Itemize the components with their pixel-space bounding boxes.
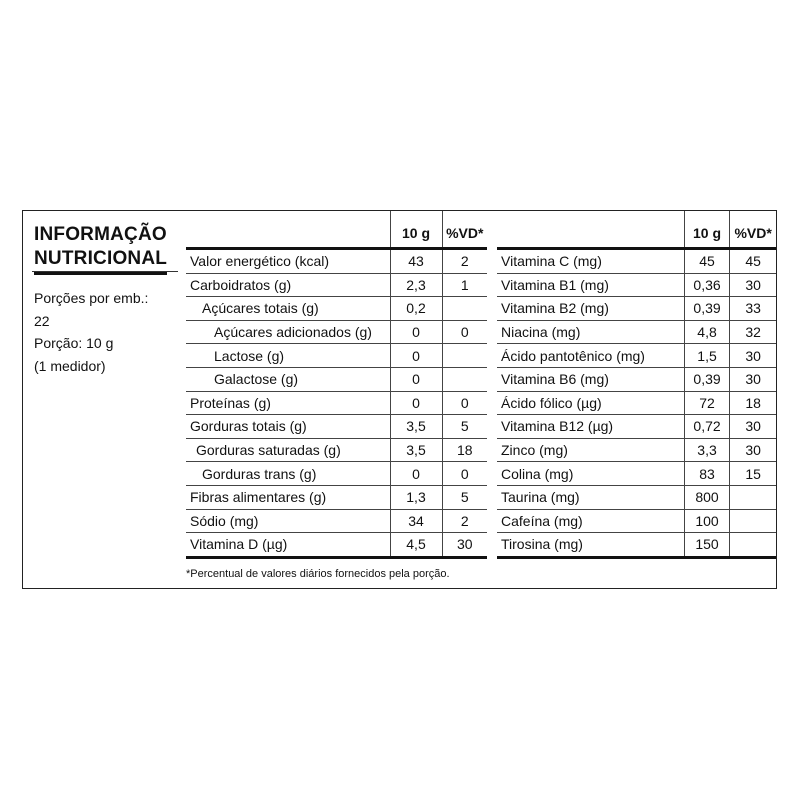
- row-label: Vitamina C (mg): [497, 249, 684, 274]
- row-label: Valor energético (kcal): [186, 249, 390, 274]
- title-line-2: NUTRICIONAL: [34, 247, 167, 275]
- table-row: [186, 344, 487, 368]
- table-row: [186, 438, 487, 462]
- serving-measure: (1 medidor): [34, 357, 106, 374]
- row-amount: 34: [390, 509, 442, 533]
- row-amount: 4,5: [390, 533, 442, 558]
- nutrition-title: [34, 223, 167, 275]
- row-label: Proteínas (g): [186, 391, 390, 415]
- table-header-row: [497, 211, 776, 249]
- row-dv: 2: [442, 509, 487, 533]
- row-label: Vitamina D (µg): [186, 533, 390, 558]
- row-dv: 0: [442, 462, 487, 486]
- row-dv: 0: [442, 320, 487, 344]
- row-label: Açúcares adicionados (g): [186, 320, 390, 344]
- row-amount: 0,72: [684, 415, 730, 439]
- table-row: [497, 462, 776, 486]
- row-label: Vitamina B12 (µg): [497, 415, 684, 439]
- row-amount: 3,5: [390, 438, 442, 462]
- row-dv: 30: [730, 367, 776, 391]
- row-label: Fibras alimentares (g): [186, 485, 390, 509]
- row-amount: 0: [390, 320, 442, 344]
- row-dv: 30: [730, 273, 776, 297]
- header-dv: %VD*: [442, 211, 487, 249]
- serving-info: [34, 287, 148, 377]
- row-dv: 30: [730, 415, 776, 439]
- row-amount: 0: [390, 391, 442, 415]
- serving-size: Porção: 10 g: [34, 335, 114, 351]
- row-amount: 0: [390, 462, 442, 486]
- row-amount: 43: [390, 249, 442, 274]
- row-label: Niacina (mg): [497, 320, 684, 344]
- table-header-row: [186, 211, 487, 249]
- row-label: Ácido fólico (µg): [497, 391, 684, 415]
- row-amount: 0: [390, 344, 442, 368]
- table-row: [186, 249, 487, 274]
- row-amount: 45: [684, 249, 730, 274]
- row-dv: 18: [730, 391, 776, 415]
- row-amount: 3,3: [684, 438, 730, 462]
- table-row: [497, 391, 776, 415]
- row-dv: [442, 344, 487, 368]
- row-label: Zinco (mg): [497, 438, 684, 462]
- row-amount: 83: [684, 462, 730, 486]
- row-label: Colina (mg): [497, 462, 684, 486]
- row-amount: 3,5: [390, 415, 442, 439]
- row-amount: 0,39: [684, 297, 730, 321]
- footnote: *Percentual de valores diários fornecidos pela porção.: [186, 568, 450, 580]
- table-row: [497, 367, 776, 391]
- row-amount: 1,3: [390, 485, 442, 509]
- header-blank: [186, 211, 390, 249]
- row-label: Gorduras trans (g): [186, 462, 390, 486]
- row-dv: 18: [442, 438, 487, 462]
- row-amount: 72: [684, 391, 730, 415]
- table-row: [497, 485, 776, 509]
- row-amount: 0,39: [684, 367, 730, 391]
- nutrition-facts-panel: [22, 210, 777, 589]
- table-row: [186, 297, 487, 321]
- row-label: Ácido pantotênico (mg): [497, 344, 684, 368]
- row-amount: 1,5: [684, 344, 730, 368]
- row-label: Açúcares totais (g): [186, 297, 390, 321]
- row-label: Vitamina B1 (mg): [497, 273, 684, 297]
- row-dv: 5: [442, 485, 487, 509]
- table-row: [497, 533, 776, 558]
- table-row: [186, 367, 487, 391]
- header-blank: [497, 211, 684, 249]
- row-dv: 30: [730, 438, 776, 462]
- row-label: Cafeína (mg): [497, 509, 684, 533]
- row-amount: 4,8: [684, 320, 730, 344]
- table-row: [186, 462, 487, 486]
- table-row: [497, 344, 776, 368]
- row-dv: 30: [730, 344, 776, 368]
- header-dv: %VD*: [730, 211, 776, 249]
- title-divider: [32, 271, 178, 272]
- row-amount: 0,36: [684, 273, 730, 297]
- header-amount: 10 g: [390, 211, 442, 249]
- row-dv: [730, 533, 776, 558]
- table-row: [186, 273, 487, 297]
- row-dv: [730, 509, 776, 533]
- row-dv: 32: [730, 320, 776, 344]
- table-row: [497, 509, 776, 533]
- row-dv: 33: [730, 297, 776, 321]
- table-row: [497, 297, 776, 321]
- row-label: Galactose (g): [186, 367, 390, 391]
- table-row: [186, 509, 487, 533]
- row-amount: 0,2: [390, 297, 442, 321]
- row-dv: [442, 367, 487, 391]
- header-amount: 10 g: [684, 211, 730, 249]
- row-dv: 45: [730, 249, 776, 274]
- row-dv: 1: [442, 273, 487, 297]
- table-row: [497, 273, 776, 297]
- table-row: [497, 438, 776, 462]
- table-row: [186, 320, 487, 344]
- row-label: Vitamina B6 (mg): [497, 367, 684, 391]
- row-label: Sódio (mg): [186, 509, 390, 533]
- row-amount: 2,3: [390, 273, 442, 297]
- nutrition-table-left: [186, 211, 487, 559]
- row-amount: 0: [390, 367, 442, 391]
- table-row: [186, 533, 487, 558]
- row-label: Gorduras totais (g): [186, 415, 390, 439]
- table-row: [186, 391, 487, 415]
- row-label: Lactose (g): [186, 344, 390, 368]
- table-row: [186, 485, 487, 509]
- row-dv: 5: [442, 415, 487, 439]
- nutrition-table-right: [497, 211, 776, 559]
- row-dv: [442, 297, 487, 321]
- table-row: [497, 415, 776, 439]
- servings-per-package-value: 22: [34, 312, 50, 329]
- row-amount: 150: [684, 533, 730, 558]
- row-dv: [730, 485, 776, 509]
- row-amount: 800: [684, 485, 730, 509]
- row-dv: 2: [442, 249, 487, 274]
- row-dv: 15: [730, 462, 776, 486]
- row-label: Carboidratos (g): [186, 273, 390, 297]
- servings-per-package-label: Porções por emb.:: [34, 290, 149, 306]
- row-label: Taurina (mg): [497, 485, 684, 509]
- title-line-1: INFORMAÇÃO: [34, 224, 167, 245]
- row-label: Tirosina (mg): [497, 533, 684, 558]
- table-row: [186, 415, 487, 439]
- row-dv: 0: [442, 391, 487, 415]
- table-row: [497, 249, 776, 274]
- row-label: Vitamina B2 (mg): [497, 297, 684, 321]
- row-label: Gorduras saturadas (g): [186, 438, 390, 462]
- table-row: [497, 320, 776, 344]
- row-dv: 30: [442, 533, 487, 558]
- row-amount: 100: [684, 509, 730, 533]
